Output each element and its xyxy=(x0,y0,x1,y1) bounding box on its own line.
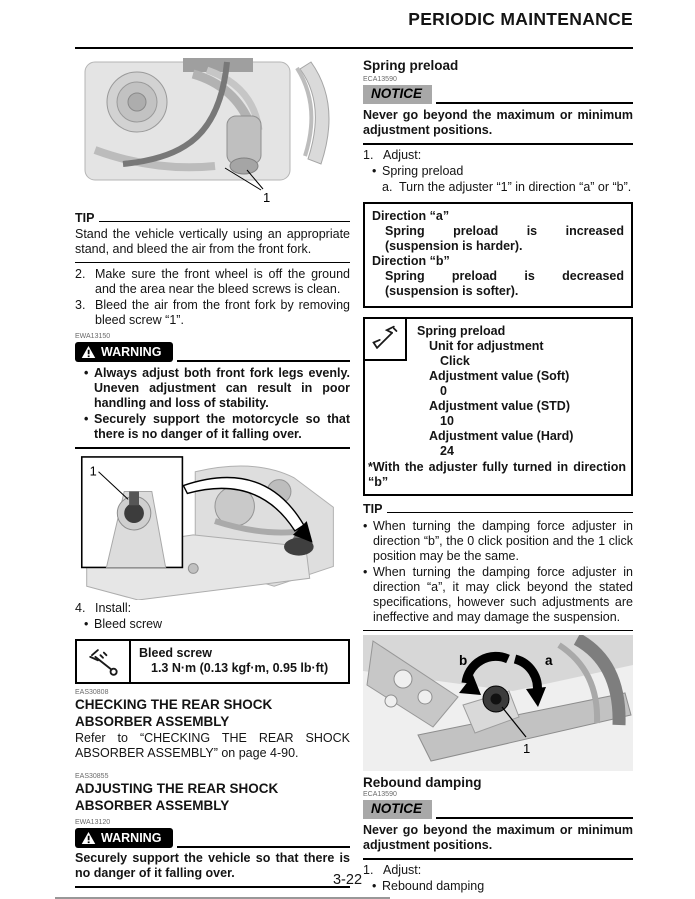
warning-rule xyxy=(177,360,350,362)
warning-body xyxy=(75,362,350,449)
spec-label: Adjustment value (Hard) xyxy=(429,428,574,443)
figure3-callout-b: b xyxy=(459,652,468,668)
spec-value: Click xyxy=(440,353,470,368)
tip-rule xyxy=(387,512,633,517)
tip-label: TIP xyxy=(363,501,383,516)
tip-bullet: • When turning the damping force adjuster in direction “b”, the 0 click position and the 1 click position may be the same. xyxy=(363,518,633,563)
direction-a-title: Direction “a” xyxy=(372,208,450,223)
tip-text: Stand the vehicle vertically using an appropriate stand, and bleed the air from the front fork. xyxy=(75,226,350,263)
step-3 xyxy=(75,298,350,328)
bullet-icon: • xyxy=(363,518,368,533)
tip-label: TIP xyxy=(75,211,95,225)
rebound-damping-caption: Rebound damping xyxy=(363,774,482,790)
step-number: 2. xyxy=(75,267,86,281)
direction-a-text: Spring preload is increased (suspension is harder). xyxy=(385,223,624,253)
warning-label: WARNING xyxy=(101,344,162,359)
warning-body: Securely support the vehicle so that there is no danger of it falling over. xyxy=(75,848,350,888)
adjust-item: • Spring preload xyxy=(372,163,464,178)
step-text: Adjust: xyxy=(383,862,422,877)
caliper-icon xyxy=(370,324,400,354)
tip-heading xyxy=(75,211,350,226)
spec-value: 0 xyxy=(440,383,447,398)
notice-chip: NOTICE xyxy=(363,800,432,819)
tip-text xyxy=(363,517,633,631)
notice-rule xyxy=(436,102,633,104)
bullet-icon: • xyxy=(84,412,89,426)
page-header-title: PERIODIC MAINTENANCE xyxy=(408,9,633,29)
tip-rule xyxy=(99,221,350,226)
warning-chip xyxy=(75,342,173,362)
warning-triangle-icon xyxy=(81,831,96,845)
checking-rear-shock-heading: CHECKING THE REAR SHOCK ABSORBER ASSEMBLY xyxy=(75,697,273,729)
reference-code: EWA13120 xyxy=(75,819,111,826)
warning-label: WARNING xyxy=(101,830,162,845)
step-text: Make sure the front wheel is off the ground and the area near the bleed screws is clean. xyxy=(95,267,350,296)
step-text: Bleed the air from the front fork by removing bleed screw “1”. xyxy=(95,298,350,327)
torque-spec-text xyxy=(131,641,336,682)
figure3-callout-a: a xyxy=(545,652,553,668)
torque-item: Bleed screw xyxy=(139,646,212,660)
warning-triangle-icon xyxy=(81,345,96,359)
page-number: 3-22 xyxy=(332,872,363,888)
warning-header xyxy=(75,828,350,848)
adjusting-rear-shock-heading: ADJUSTING THE REAR SHOCK ABSORBER ASSEMBLY xyxy=(75,781,279,813)
two-column-layout xyxy=(75,58,633,894)
substep-text: Turn the adjuster “1” in direction “a” or “b”. xyxy=(399,179,632,194)
step-number: 3. xyxy=(75,298,86,312)
torque-value: 1.3 N·m (0.13 kgf·m, 0.95 lb·ft) xyxy=(151,661,329,675)
notice-text: Never go beyond the maximum or minimum adjustment positions. xyxy=(363,819,633,860)
bullet-icon: • xyxy=(363,564,368,579)
spring-preload-title: Spring preload xyxy=(363,58,459,73)
step-number: 1. xyxy=(363,862,374,877)
notice-header xyxy=(363,800,633,819)
notice-text: Never go beyond the maximum or minimum adjustment positions. xyxy=(363,104,633,145)
step-2 xyxy=(75,267,350,297)
reference-code: ECA13590 xyxy=(363,790,397,798)
right-column xyxy=(363,58,633,894)
torque-spec-box xyxy=(75,639,350,684)
notice-rule xyxy=(436,817,633,819)
spec-label: Unit for adjustment xyxy=(429,338,544,353)
front-fork-bleed-figure xyxy=(75,452,350,600)
spec-label: Adjustment value (STD) xyxy=(429,398,570,413)
warning-chip xyxy=(75,828,173,848)
step-4 xyxy=(75,601,350,616)
adjust-item: • Rebound damping xyxy=(372,878,485,893)
spec-value: 10 xyxy=(440,413,454,428)
reference-code: EWA13150 xyxy=(75,333,111,340)
install-item: • Bleed screw xyxy=(84,617,163,631)
step-number: 1. xyxy=(363,147,374,162)
substep-a xyxy=(363,180,633,195)
reference-code: EAS30855 xyxy=(75,773,109,780)
figure3-callout-1: 1 xyxy=(523,740,531,756)
tip-heading xyxy=(363,502,633,517)
notice-chip: NOTICE xyxy=(363,85,432,104)
refer-text: Refer to “CHECKING THE REAR SHOCK ABSORBER ASSEMBLY” on page 4-90. xyxy=(75,731,350,760)
warning-bullet: • Always adjust both front fork legs evenly. Uneven adjustment can result in poor handling and loss of stability. xyxy=(84,366,350,410)
torque-wrench-icon xyxy=(86,646,120,678)
substep-letter: a. xyxy=(382,179,393,194)
reference-code: EAS30808 xyxy=(75,689,109,696)
notice-header xyxy=(363,85,633,104)
spec-icon-cell xyxy=(365,319,407,361)
warning-header xyxy=(75,342,350,362)
direction-b-title: Direction “b” xyxy=(372,253,450,268)
step-text: Adjust: xyxy=(383,147,422,162)
bullet-icon: • xyxy=(84,617,89,631)
spec-footnote: *With the adjuster fully turned in direction “b” xyxy=(368,459,626,489)
step-number: 4. xyxy=(75,601,86,615)
bullet-icon: • xyxy=(84,366,89,380)
figure2-callout-1: 1 xyxy=(89,463,97,479)
spec-title: Spring preload xyxy=(417,323,506,338)
direction-b-text: Spring preload is decreased (suspension is softer). xyxy=(385,268,624,298)
torque-icon-cell xyxy=(77,641,131,682)
spec-label: Adjustment value (Soft) xyxy=(429,368,570,383)
engine-bleed-screw-figure xyxy=(75,58,350,208)
left-column xyxy=(75,58,350,894)
warning-bullet: • Securely support the motorcycle so that there is no danger of it falling over. xyxy=(84,412,350,441)
bullet-icon: • xyxy=(372,878,377,893)
direction-info-box xyxy=(363,202,633,308)
spec-value: 24 xyxy=(440,443,454,458)
warning-rule xyxy=(177,846,350,848)
reference-code: ECA13590 xyxy=(363,75,397,83)
adjustment-spec-box xyxy=(363,317,633,496)
tip-bullet: • When turning the damping force adjuster in direction “a”, it may click beyond the stated specifications, however such adjustments are ineffective and may damage the suspension. xyxy=(363,564,633,624)
rebound-damping-figure xyxy=(363,635,633,771)
header-divider xyxy=(75,47,633,49)
step-1 xyxy=(363,148,633,163)
figure1-callout-1: 1 xyxy=(263,190,271,205)
bullet-icon: • xyxy=(372,163,377,178)
step-text: Install: xyxy=(95,601,132,615)
